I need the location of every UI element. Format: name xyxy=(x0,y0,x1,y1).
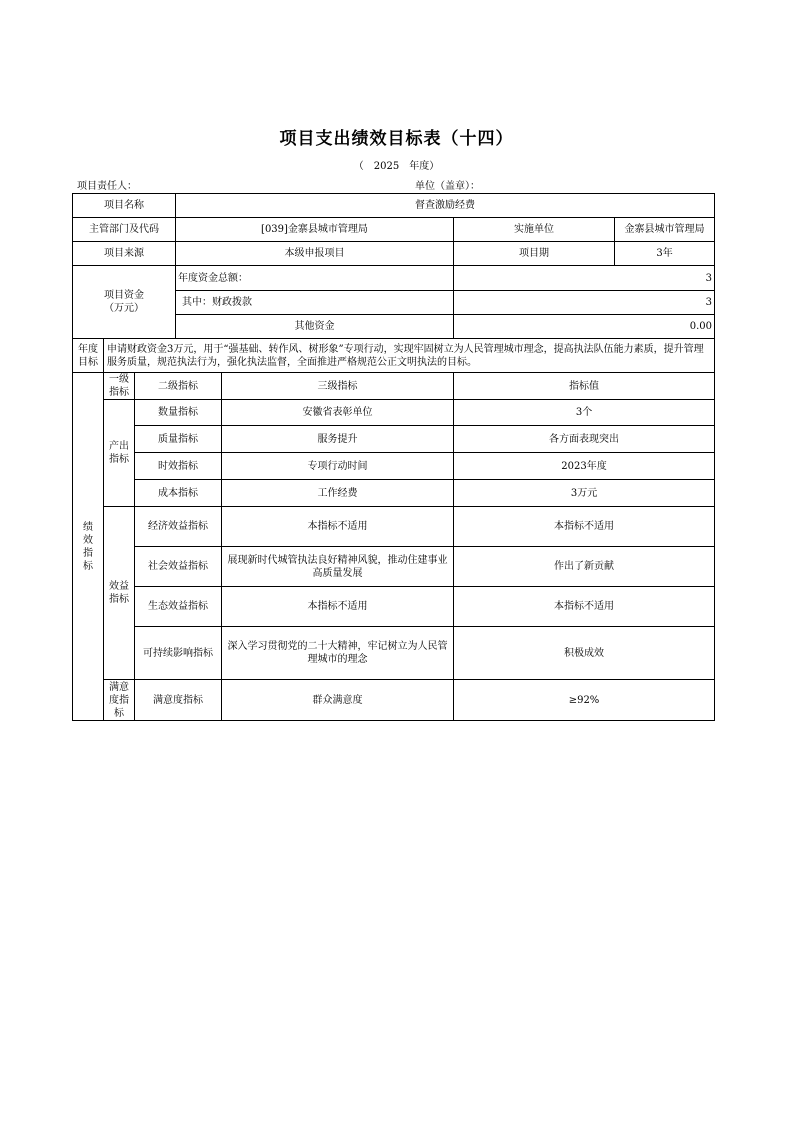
table-row xyxy=(73,507,715,547)
level3-cell: 本指标不适用 xyxy=(222,507,454,547)
level3-cell: 深入学习贯彻党的二十大精神，牢记树立为人民管理城市的理念 xyxy=(222,627,454,680)
fiscal-allocation-label: 其中：财政拨款 xyxy=(176,291,454,315)
fiscal-year xyxy=(0,157,793,172)
performance-indicator-label: 绩 效 指 标 xyxy=(73,373,104,721)
annual-total-value: 3 xyxy=(454,266,715,291)
level3-cell: 展现新时代城管执法良好精神风貌，推动住建事业高质量发展 xyxy=(222,547,454,587)
level3-cell: 工作经费 xyxy=(222,480,454,507)
annual-goal-text: 申请财政资金3万元，用于“强基础、转作风、树形象”专项行动，实现牢固树立为人民管理城市理念，提高执法队伍能力素质，提升管理服务质量，规范执法行为，强化执法监督，全面推进严格规范公正文明执法的目标。 xyxy=(104,339,715,373)
project-period-value: 3年 xyxy=(615,242,715,266)
department-value: [039]金寨县城市管理局 xyxy=(176,218,454,242)
level2-cell: 社会效益指标 xyxy=(135,547,222,587)
level3-header: 三级指标 xyxy=(222,373,454,400)
table-row xyxy=(73,627,715,680)
level2-header: 二级指标 xyxy=(135,373,222,400)
performance-target-table xyxy=(72,193,715,721)
department-row xyxy=(73,218,715,242)
indicator-value-cell: 2023年度 xyxy=(454,453,715,480)
indicator-value-cell: 3个 xyxy=(454,400,715,426)
year-open: （ xyxy=(353,161,364,172)
level3-cell: 安徽省表彰单位 xyxy=(222,400,454,426)
table-row xyxy=(73,453,715,480)
project-name-row xyxy=(73,194,715,218)
project-period-label: 项目期 xyxy=(454,242,615,266)
level2-cell: 时效指标 xyxy=(135,453,222,480)
level2-cell: 生态效益指标 xyxy=(135,587,222,627)
other-funds-value: 0.00 xyxy=(454,315,715,339)
project-source-label: 项目来源 xyxy=(73,242,176,266)
indicator-value-cell: 各方面表现突出 xyxy=(454,426,715,453)
level2-cell: 可持续影响指标 xyxy=(135,627,222,680)
level3-cell: 专项行动时间 xyxy=(222,453,454,480)
level2-cell: 满意度指标 xyxy=(135,680,222,721)
annual-total-label: 年度资金总额： xyxy=(176,266,454,291)
table-row xyxy=(73,547,715,587)
indicator-value-header: 指标值 xyxy=(454,373,715,400)
indicator-value-cell: 积极成效 xyxy=(454,627,715,680)
indicator-value-cell: 作出了新贡献 xyxy=(454,547,715,587)
level3-cell: 本指标不适用 xyxy=(222,587,454,627)
project-name-value: 督查激励经费 xyxy=(176,194,715,218)
level3-cell: 群众满意度 xyxy=(222,680,454,721)
indicator-value-cell: 本指标不适用 xyxy=(454,507,715,547)
department-label: 主管部门及代码 xyxy=(73,218,176,242)
source-row xyxy=(73,242,715,266)
implementing-unit-value: 金寨县城市管理局 xyxy=(615,218,715,242)
annual-goal-row xyxy=(73,339,715,373)
output-indicator-label: 产出 指标 xyxy=(104,400,135,507)
satisfaction-indicator-label: 满意 度指 标 xyxy=(104,680,135,721)
level2-cell: 经济效益指标 xyxy=(135,507,222,547)
indicator-value-cell: 本指标不适用 xyxy=(454,587,715,627)
annual-goal-label: 年度 目标 xyxy=(73,339,104,373)
level2-cell: 质量指标 xyxy=(135,426,222,453)
year-suffix: 年度） xyxy=(409,161,440,172)
project-funds-label: 项目资金 （万元） xyxy=(73,266,176,339)
level2-cell: 数量指标 xyxy=(135,400,222,426)
indicator-value-cell: 3万元 xyxy=(454,480,715,507)
implementing-unit-label: 实施单位 xyxy=(454,218,615,242)
table-row xyxy=(73,680,715,721)
other-funds-label: 其他资金 xyxy=(176,315,454,339)
funds-total-row xyxy=(73,266,715,291)
project-name-label: 项目名称 xyxy=(73,194,176,218)
page-title: 项目支出绩效目标表（十四） xyxy=(279,129,514,149)
project-source-value: 本级申报项目 xyxy=(176,242,454,266)
table-row xyxy=(73,426,715,453)
level1-header: 一级 指标 xyxy=(104,373,135,400)
indicator-value-cell: ≥92% xyxy=(454,680,715,721)
year-value: 2025 xyxy=(373,161,400,172)
indicator-header-row xyxy=(73,373,715,400)
benefit-indicator-label: 效益 指标 xyxy=(104,507,135,680)
table-row xyxy=(73,400,715,426)
fiscal-allocation-value: 3 xyxy=(454,291,715,315)
table-row xyxy=(73,587,715,627)
responsible-person-label: 项目责任人： xyxy=(77,181,137,192)
level3-cell: 服务提升 xyxy=(222,426,454,453)
unit-seal-label: 单位（盖章）： xyxy=(415,181,480,192)
level2-cell: 成本指标 xyxy=(135,480,222,507)
table-row xyxy=(73,480,715,507)
